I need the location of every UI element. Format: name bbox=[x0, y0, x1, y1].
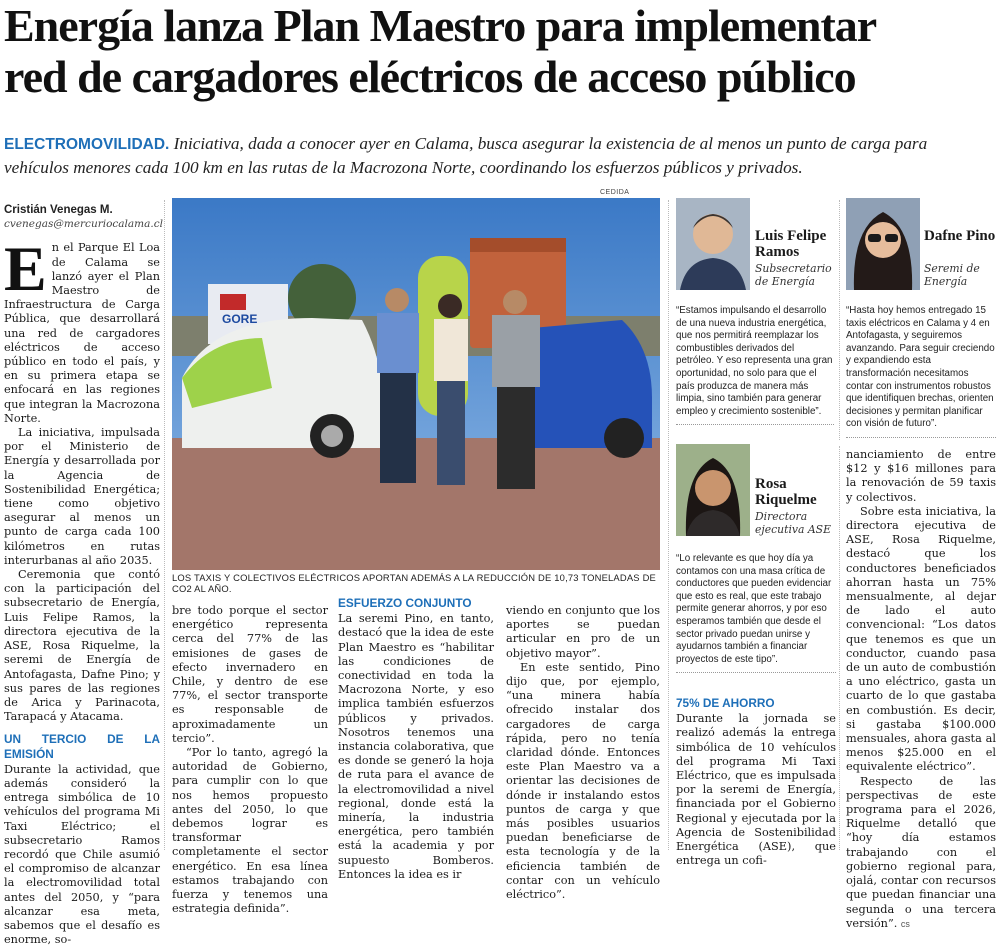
article-column-6 bbox=[846, 448, 996, 931]
lead-kicker: ELECTROMOVILIDAD. bbox=[4, 136, 170, 153]
profile-role: Seremi de Energía bbox=[924, 262, 980, 288]
paragraph: Durante la jornada se realizó además la entrega simbólica de 10 vehículos del programa Mi Taxi Eléctrico, que es impulsada por la seremi de Energía, financiada por el Gobierno Regional y ejecutada por la Agencia de Sostenibilidad Energética (ASE), que entrega un cofi- bbox=[676, 712, 836, 868]
portrait-icon bbox=[846, 198, 920, 290]
photo-credit: CEDIDA bbox=[600, 189, 630, 196]
author-email[interactable]: cvenegas@mercuriocalama.cl bbox=[4, 218, 163, 231]
headline-line-1: Energía lanza Plan Maestro para implementar bbox=[4, 0, 877, 51]
profile-role: Directora ejecutiva ASE bbox=[755, 510, 831, 536]
profile-name: Luis Felipe Ramos bbox=[755, 228, 827, 260]
article-column-5 bbox=[676, 696, 836, 868]
main-photo bbox=[172, 198, 660, 570]
column-divider bbox=[839, 446, 840, 850]
paragraph: bre todo porque el sector energético representa cerca del 77% de las emisiones de gases de efecto invernadero en Chile, y dentro de ese 77%, el sector transporte es responsable de aproximadamente un tercio”. bbox=[172, 604, 328, 745]
avatar bbox=[676, 444, 750, 536]
event-photo-illustration bbox=[172, 198, 660, 570]
article-column-2 bbox=[172, 604, 328, 916]
paragraph: Sobre esta iniciativa, la directora ejecutiva de ASE, Rosa Riquelme, destacó que los conductores beneficiados ahorran hasta un 75% mensualmente, al dejar de lado el auto convencional: “Los datos que tenemos es que un conductor, cuando pasa de un auto de combustión a uno eléctrico, gasta un cuarto de lo que gastaba en combustión. Es decir, si gastaba $100.000 mensuales, ahora gasta al menos $25.000 en el equivalente eléctrico”. bbox=[846, 504, 996, 774]
profile-quote: “Hasta hoy hemos entregado 15 taxis eléctricos en Calama y 4 en Antofagasta, y seguiremos avanzando. Para seguir creciendo y expandiendo esta transformación necesitamos contar con instrumentos robustos que identifiquen brechas, orienten decisiones y permitan planificar con visión de futuro”. bbox=[846, 305, 996, 438]
lead-text: Iniciativa, dada a conocer ayer en Calama, busca asegurar la existencia de al menos un punto de carga para vehículos menores cada 100 km en las rutas de la Macrozona Norte, coordinando los esfuerzos públicos y privados. bbox=[4, 134, 928, 177]
photo-caption: LOS TAXIS Y COLECTIVOS ELÉCTRICOS APORTAN ADEMÁS A LA REDUCCIÓN DE 10,73 TONELADAS DE CO2 AL AÑO. bbox=[172, 572, 656, 594]
profile-name: Dafne Pino bbox=[924, 228, 996, 244]
article-column-4 bbox=[506, 604, 660, 902]
lead-paragraph bbox=[4, 132, 996, 179]
column-divider bbox=[164, 200, 165, 850]
paragraph: En el Parque El Loa de Calama se lanzó ayer el Plan Maestro de Infraestructura de Carga Pública, que desarrollará una red de cargadores eléctricos de acceso público en todo el país, y en su primera etapa se enfocará en las regiones que integran la Macrozona Norte. bbox=[4, 233, 160, 425]
profile-role: Subsecretario de Energía bbox=[755, 262, 832, 288]
paragraph: La seremi Pino, en tanto, destacó que la idea de este Plan Maestro es “habilitar las condiciones de conectividad en toda la Macrozona Norte, y eso implica también esfuerzos públicos y privados. Nosotros tenemos una instancia colaborativa, que es donde se generó la hoja de ruta para el avance de la electromovilidad a nivel regional, donde está la minería, la industria energética, pero también está la academia y por supuesto Bomberos. Entonces la idea es ir bbox=[338, 612, 494, 881]
paragraph: “Por lo tanto, agregó la autoridad de Gobierno, para cumplir con lo que nos hemos propuesto antes del 2050, lo que debemos lograr es transformar completamente el sector energético. En esa línea estamos trabajando con fuerza y tenemos una estrategia definida”. bbox=[172, 746, 328, 916]
article-column-1 bbox=[4, 203, 163, 947]
article-column-3 bbox=[338, 596, 494, 882]
headline-line-2: red de cargadores eléctricos de acceso público bbox=[4, 51, 856, 102]
paragraph: viendo en conjunto que los aportes se puedan articular en pro de un objetivo mayor”. bbox=[506, 604, 660, 660]
gore-sign: GORE bbox=[222, 312, 258, 326]
paragraph: En este sentido, Pino dijo que, por ejemplo, “una minera había ofrecido instalar dos cargadores de carga rápida, pero no tenía claridad dónde. Entonces este Plan Maestro va a orientar las decisiones de dónde ir instalando estos puntos de carga y que más posibles usuarios puedan beneficiarse de esta tecnología y de la eficiencia también de contar con un vehículo eléctrico”. bbox=[506, 660, 660, 902]
profile-quote: “Estamos impulsando el desarrollo de una nueva industria energética, que nos permitirá reemplazar los combustibles derivados del petróleo. Y eso representa una gran oportunidad, no solo para que el país produzca de manera más limpia, sino también para generar empleo y crecimiento sostenible”. bbox=[676, 305, 834, 425]
drop-cap: E bbox=[4, 233, 47, 305]
profile-name: Rosa Riquelme bbox=[755, 476, 817, 508]
subheading: 75% DE AHORRO bbox=[676, 696, 775, 710]
paragraph: Respecto de las perspectivas de este programa para el 2026, Riquelme detalló que “hoy día estamos trabajando con el gobierno regional para, ojalá, contar con recursos que puedan financiar una segunda o una tercera versión”. cs bbox=[846, 774, 996, 930]
portrait-icon bbox=[676, 198, 750, 290]
avatar bbox=[846, 198, 920, 290]
end-mark: cs bbox=[900, 918, 910, 929]
profile-quote: “Lo relevante es que hoy día ya contamos con una masa crítica de conductores que pueden evidenciar que esto es real, que este trabajo permite generar ahorros, y por eso esperamos también que desde el sector privado puedan unirse y ayudarnos también a financiar proyectos de este tipo”. bbox=[676, 553, 836, 673]
headline bbox=[4, 0, 996, 102]
paragraph: Durante la actividad, que además consideró la entrega simbólica de 10 vehículos del programa Mi Taxi Eléctrico; el subsecretario Ramos recordó que Chile asumió el compromiso de alcanzar la electromovilidad total antes del 2050, y “para alcanzar esa meta, sabemos que el desafío es enorme, so- bbox=[4, 762, 160, 947]
avatar bbox=[676, 198, 750, 290]
subheading: ESFUERZO CONJUNTO bbox=[338, 596, 472, 610]
paragraph: La iniciativa, impulsada por el Ministerio de Energía y desarrollada por la Agencia de Sostenibilidad Energética; tiene como objetivo asegurar al menos un punto de carga cada 100 kilómetros en rutas interurbanas al año 2035. bbox=[4, 426, 160, 567]
portrait-icon bbox=[676, 444, 750, 536]
author-name: Cristián Venegas M. bbox=[4, 204, 113, 216]
paragraph: nanciamiento de entre $12 y $16 millones para la renovación de 59 taxis y colectivos. bbox=[846, 448, 996, 504]
column-divider bbox=[839, 200, 840, 440]
subheading: UN TERCIO DE LA EMISIÓN bbox=[4, 732, 160, 761]
paragraph: Ceremonia que contó con la participación del subsecretario de Energía, Luis Felipe Ramos, la directora ejecutiva de la ASE, Rosa Riquelme, la seremi de Energía de Antofagasta, Dafne Pino; y sus pares de las regiones de Arica y Parinacota, Tarapacá y Atacama. bbox=[4, 568, 160, 724]
column-divider bbox=[668, 200, 669, 850]
